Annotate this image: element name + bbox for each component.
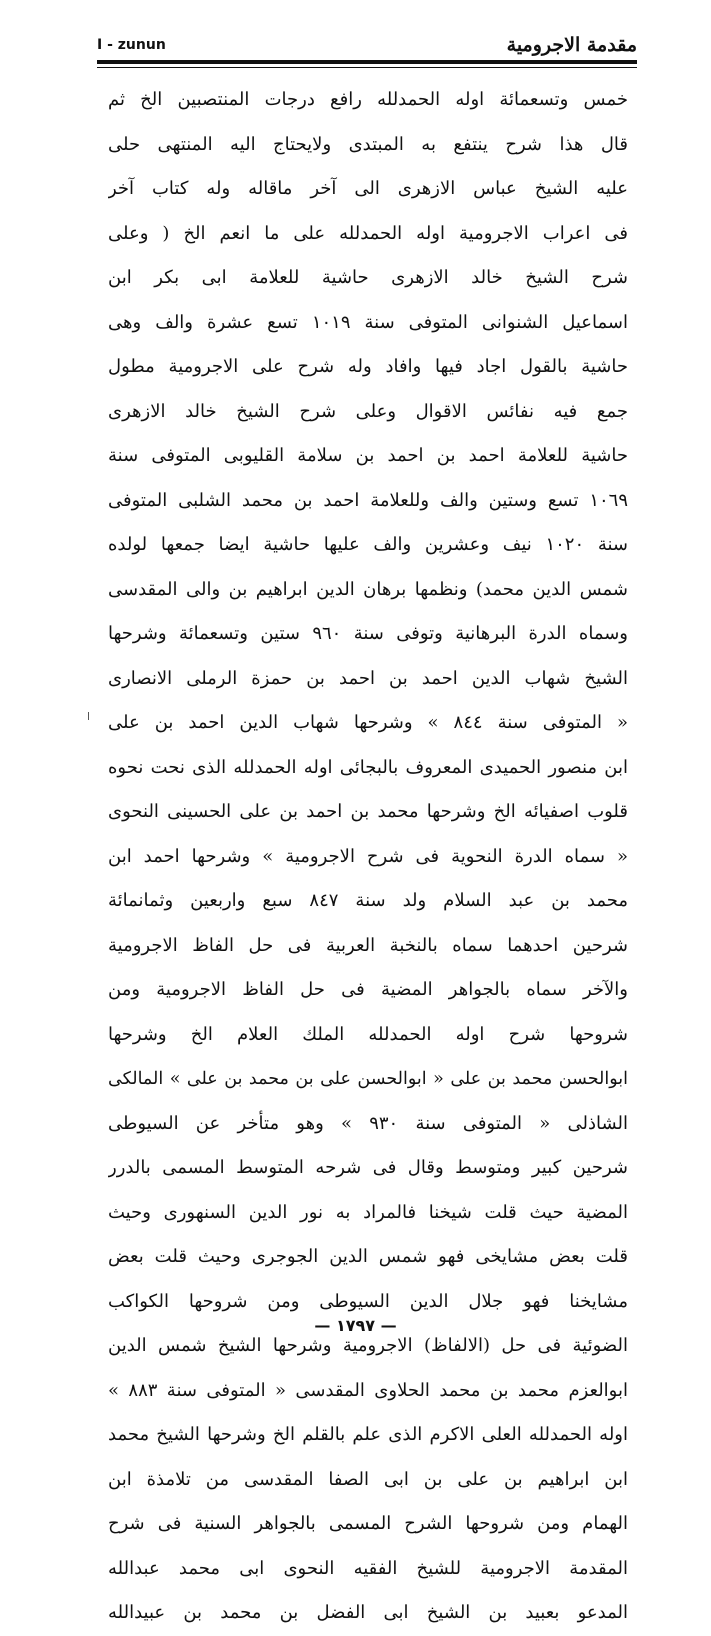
text-line: اوله الحمدلله العلى الاكرم الذى علم بالقلم الخ وشرحها الشيخ محمد	[108, 1424, 628, 1445]
margin-mark	[88, 712, 89, 720]
running-header	[97, 30, 637, 60]
text-line: ابن ابراهيم بن على بن ابى الصفا المقدسى من تلامذة ابن	[108, 1468, 628, 1490]
text-line: قلوب اصفيائه الخ وشرحها محمد بن احمد بن على الحسينى النحوى	[108, 801, 628, 822]
text-line: شروحها شرح اوله الحمدلله الملك العلام الخ وشرحها	[108, 1023, 628, 1045]
text-line: قلت بعض مشايخى فهو شمس الدين الجوجرى وحيث قلت بعض	[108, 1246, 628, 1267]
text-line: محمد بن عبد السلام ولد سنة ٨٤٧ سبع واربعين وثمانمائة	[108, 890, 628, 911]
text-line: المقدمة الاجرومية للشيخ الفقيه النحوى ابى محمد عبدالله	[108, 1557, 628, 1579]
text-line: ابوالعزم محمد بن محمد الحلاوى المقدسى « المتوفى سنة ٨٨٣ »	[108, 1379, 628, 1401]
text-line: الهمام ومن شروحها الشرح المسمى بالجواهر السنية فى شرح	[108, 1513, 628, 1534]
text-line: والآخر سماه بالجواهر المضية فى حل الفاظ الاجرومية ومن	[108, 979, 628, 1000]
header-section-label: I - zunun	[97, 37, 166, 53]
text-line: اسماعيل الشنوانى المتوفى سنة ١٠١٩ تسع عشرة والف وهى	[108, 311, 628, 333]
page-number: — ١٧٩٧ —	[314, 1316, 397, 1335]
header-title: مقدمة الاجرومية	[506, 34, 637, 56]
text-line: وسماه الدرة البرهانية وتوفى سنة ٩٦٠ ستين وتسعمائة وشرحها	[108, 623, 628, 644]
text-line: شرحين احدهما سماه بالنخبة العربية فى حل الفاظ الاجرومية	[108, 934, 628, 956]
text-line: ابوالحسن محمد بن على « ابوالحسن على بن محمد بن على » المالكى	[108, 1069, 628, 1089]
text-line: حاشية بالقول اجاد فيها وافاد وله شرح على الاجرومية مطول	[108, 356, 628, 377]
text-line: شرحين كبير ومتوسط وقال فى شرحه المتوسط المسمى بالدرر	[108, 1157, 628, 1178]
text-line: المضية حيث قلت شيخنا فالمراد به نور الدين السنهورى وحيث	[108, 1201, 628, 1223]
text-line: مشايخنا فهو جلال الدين السيوطى ومن شروحها الكواكب	[108, 1290, 628, 1312]
text-line: المدعو بعبيد بن الشيخ ابى الفضل بن محمد بن عبيدالله	[108, 1602, 628, 1623]
header-rule-thin	[97, 67, 637, 68]
text-line: عليه الشيخ عباس الازهرى الى آخر ماقاله وله كتاب آخر	[108, 178, 628, 199]
body-text	[108, 78, 628, 1636]
text-line: ابن منصور الحميدى المعروف بالبجائى اوله الحمدلله الذى نحت نحوه	[108, 756, 628, 778]
text-line: حاشية للعلامة احمد بن احمد بن سلامة القليوبى المتوفى سنة	[108, 445, 628, 466]
text-line: شرح الشيخ خالد الازهرى حاشية للعلامة ابى بكر ابن	[108, 267, 628, 288]
text-line: قال هذا شرح ينتفع به المبتدى ولايحتاج اليه المنتهى حلى	[108, 133, 628, 155]
text-line: خمس وتسعمائة اوله الحمدلله رافع درجات المنتصبين الخ ثم	[108, 89, 628, 110]
text-line: فى اعراب الاجرومية اوله الحمدلله على ما انعم الخ ( وعلى	[108, 222, 628, 244]
header-rule-thick	[97, 60, 637, 64]
text-line: « المتوفى سنة ٨٤٤ » وشرحها شهاب الدين احمد بن على	[108, 712, 628, 733]
text-line: الشيخ شهاب الدين احمد بن احمد بن حمزة الرملى الانصارى	[108, 667, 628, 689]
text-line: جمع فيه نفائس الاقوال وعلى شرح الشيخ خالد الازهرى	[108, 400, 628, 422]
text-line: « سماه الدرة النحوية فى شرح الاجرومية » وشرحها احمد ابن	[108, 845, 628, 867]
text-line: سنة ١٠٢٠ نيف وعشرين والف عليها حاشية ايضا جمعها لولده	[108, 534, 628, 555]
text-line: الضوئية فى حل (الالفاظ) الاجرومية وشرحها الشيخ شمس الدين	[108, 1335, 628, 1356]
text-line: الشاذلى « المتوفى سنة ٩٣٠ » وهو متأخر عن السيوطى	[108, 1112, 628, 1134]
text-line: شمس الدين محمد) ونظمها برهان الدين ابراهيم بن والى المقدسى	[108, 578, 628, 600]
text-line: ١٠٦٩ تسع وستين والف وللعلامة احمد بن محمد الشلبى المتوفى	[108, 489, 628, 511]
